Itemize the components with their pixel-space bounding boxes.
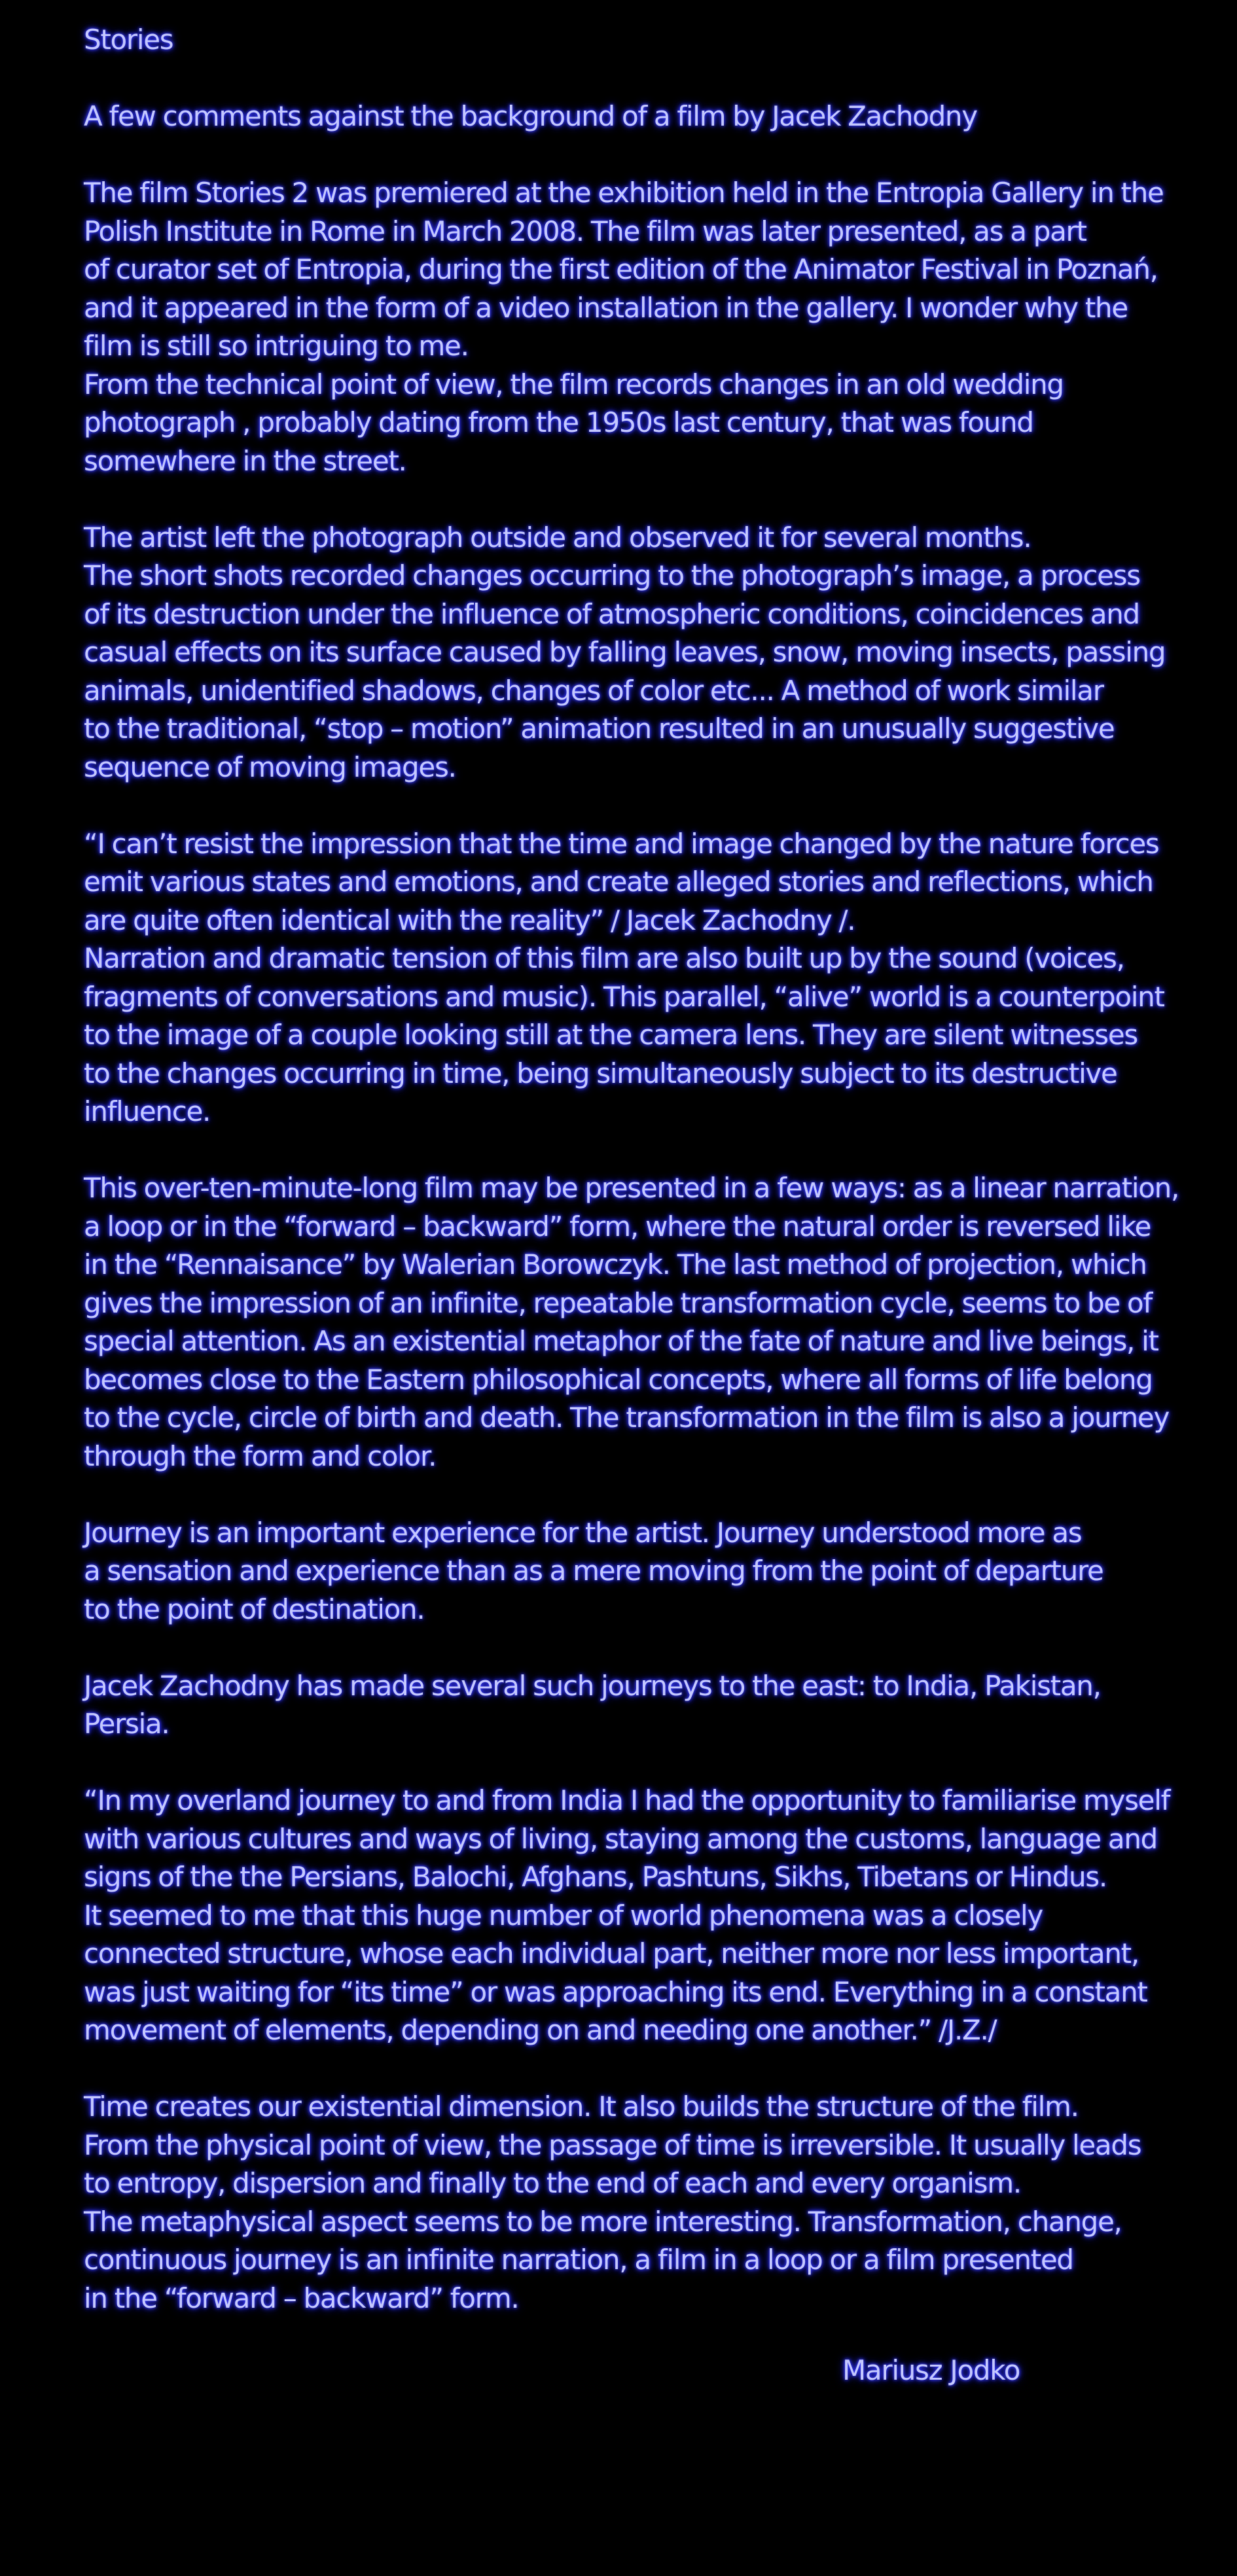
paragraph-line: film is still so intriguing to me. xyxy=(84,330,469,362)
paragraph-line: a loop or in the “forward – backward” form, where the natural order is reversed like xyxy=(84,1210,1151,1243)
paragraph-line: influence. xyxy=(84,1095,211,1127)
author-signature: Mariusz Jodko xyxy=(842,2354,1020,2386)
paragraph-line: to the image of a couple looking still at the camera lens. They are silent witnesses xyxy=(84,1019,1138,1051)
paragraph-line: movement of elements, depending on and needing one another.” /J.Z./ xyxy=(84,2014,997,2046)
paragraph-1 xyxy=(84,174,1210,480)
paragraph-line: to the point of destination. xyxy=(84,1593,425,1625)
paragraph-line: Persia. xyxy=(84,1708,170,1740)
paragraph-line: are quite often identical with the reality” / Jacek Zachodny /. xyxy=(84,904,855,936)
paragraph-line: casual effects on its surface caused by falling leaves, snow, moving insects, passing xyxy=(84,636,1166,668)
paragraph-3 xyxy=(84,825,1210,1131)
paragraph-line: with various cultures and ways of living, staying among the customs, language and xyxy=(84,1822,1157,1855)
document-text xyxy=(84,21,1210,2318)
paragraph-line: becomes close to the Eastern philosophical concepts, where all forms of life belong xyxy=(84,1363,1153,1396)
paragraph-line: It seemed to me that this huge number of world phenomena was a closely xyxy=(84,1899,1043,1932)
paragraph-line: connected structure, whose each individual part, neither more nor less important, xyxy=(84,1937,1139,1969)
paragraph-line: Journey is an important experience for the artist. Journey understood more as xyxy=(84,1516,1082,1549)
paragraph-line: a sensation and experience than as a mere moving from the point of departure xyxy=(84,1555,1103,1587)
paragraph-line: to the changes occurring in time, being simultaneously subject to its destructive xyxy=(84,1057,1117,1089)
paragraph-line: continuous journey is an infinite narration, a film in a loop or a film presented xyxy=(84,2244,1073,2276)
paragraph-line: to entropy, dispersion and finally to the end of each and every organism. xyxy=(84,2167,1021,2199)
paragraph-line: Polish Institute in Rome in March 2008. The film was later presented, as a part xyxy=(84,215,1086,247)
paragraph-line: The film Stories 2 was premiered at the exhibition held in the Entropia Gallery in the xyxy=(84,177,1164,209)
paragraph-line: through the form and color. xyxy=(84,1439,437,1472)
paragraph-line: The metaphysical aspect seems to be more interesting. Transformation, change, xyxy=(84,2205,1122,2238)
paragraph-line: in the “Rennaisance” by Walerian Borowczyk. The last method of projection, which xyxy=(84,1248,1147,1280)
paragraph-line: and it appeared in the form of a video installation in the gallery. I wonder why the xyxy=(84,291,1128,324)
paragraph-line: photograph , probably dating from the 1950s last century, that was found xyxy=(84,406,1033,438)
paragraph-line: was just waiting for “its time” or was approaching its end. Everything in a constant xyxy=(84,1975,1147,2008)
document-subtitle: A few comments against the background of a film by Jacek Zachodny xyxy=(84,100,977,132)
paragraph-line: animals, unidentified shadows, changes of color etc... A method of work similar xyxy=(84,674,1103,707)
paragraph-6 xyxy=(84,1667,1210,1744)
paragraph-line: to the traditional, “stop – motion” animation resulted in an unusually suggestive xyxy=(84,713,1115,745)
paragraph-line: to the cycle, circle of birth and death. The transformation in the film is also a journey xyxy=(84,1402,1170,1434)
paragraph-8 xyxy=(84,2088,1210,2318)
paragraph-line: of its destruction under the influence of atmospheric conditions, coincidences and xyxy=(84,597,1139,630)
paragraph-5 xyxy=(84,1514,1210,1629)
paragraph-line: somewhere in the street. xyxy=(84,444,406,477)
paragraph-7 xyxy=(84,1782,1210,2050)
paragraph-line: in the “forward – backward” form. xyxy=(84,2282,519,2314)
paragraph-line: “I can’t resist the impression that the time and image changed by the nature forces xyxy=(84,827,1159,860)
paragraph-line: sequence of moving images. xyxy=(84,750,456,783)
paragraph-line: signs of the the Persians, Balochi, Afghans, Pashtuns, Sikhs, Tibetans or Hindus. xyxy=(84,1861,1107,1893)
paragraph-line: This over-ten-minute-long film may be presented in a few ways: as a linear narration, xyxy=(84,1172,1179,1204)
paragraph-line: From the physical point of view, the passage of time is irreversible. It usually leads xyxy=(84,2128,1141,2161)
paragraph-line: The short shots recorded changes occurring to the photograph’s image, a process xyxy=(84,559,1140,591)
document-title: Stories xyxy=(84,24,173,56)
paragraph-line: Time creates our existential dimension. It also builds the structure of the film. xyxy=(84,2091,1079,2123)
paragraph-line: gives the impression of an infinite, repeatable transformation cycle, seems to be of xyxy=(84,1286,1152,1319)
paragraph-4 xyxy=(84,1169,1210,1475)
paragraph-line: Narration and dramatic tension of this film are also built up by the sound (voices, xyxy=(84,942,1124,974)
paragraph-line: Jacek Zachodny has made several such journeys to the east: to India, Pakistan, xyxy=(84,1669,1101,1702)
paragraph-line: of curator set of Entropia, during the first edition of the Animator Festival in Poznań, xyxy=(84,253,1158,285)
paragraph-line: The artist left the photograph outside and observed it for several months. xyxy=(84,521,1031,554)
paragraph-line: emit various states and emotions, and create alleged stories and reflections, which xyxy=(84,866,1153,898)
paragraph-line: From the technical point of view, the film records changes in an old wedding xyxy=(84,368,1064,400)
paragraph-line: special attention. As an existential metaphor of the fate of nature and live beings, it xyxy=(84,1325,1158,1357)
paragraph-2 xyxy=(84,519,1210,787)
paragraph-line: “In my overland journey to and from India I had the opportunity to familiarise myself xyxy=(84,1784,1170,1816)
paragraph-line: fragments of conversations and music). This parallel, “alive” world is a counterpoint xyxy=(84,980,1164,1013)
